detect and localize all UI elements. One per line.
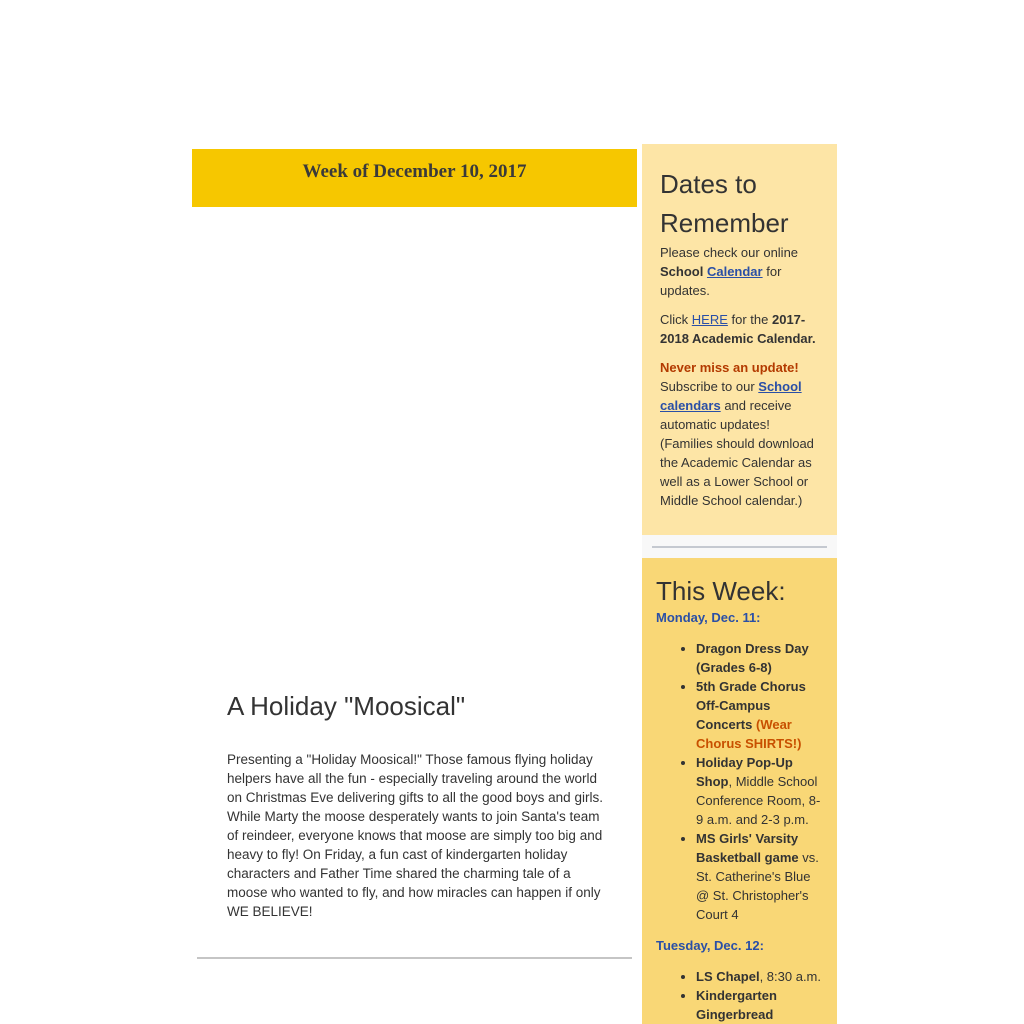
article	[227, 688, 607, 921]
event-item	[696, 753, 825, 829]
academic-calendar-label: 2017-2018 Academic Calendar.	[660, 312, 816, 346]
event-detail: , Middle School Conference Room, 8-9 a.m. and 2-3 p.m.	[696, 774, 821, 827]
event-detail: vs. St. Catherine's Blue @ St. Christopher's Court 4	[696, 850, 819, 922]
article-image-placeholder	[192, 207, 637, 677]
tuesday-events	[656, 967, 825, 1024]
tuesday-heading: Tuesday, Dec. 12:	[656, 938, 764, 953]
calendar-text-pre: Please check our online	[660, 245, 799, 260]
event-title: 5th Grade Chorus Off-Campus Concerts	[696, 679, 806, 732]
dates-heading: Dates to Remember	[660, 169, 789, 238]
for-the-text: for the	[727, 312, 772, 327]
event-item	[696, 639, 825, 677]
event-title: Dragon Dress Day (Grades 6-8)	[696, 641, 809, 675]
event-note: (Wear Chorus SHIRTS!)	[696, 717, 802, 751]
event-item	[696, 967, 825, 986]
week-banner	[192, 149, 637, 207]
subscribe-text-pre: Subscribe to our	[660, 379, 759, 394]
event-detail: , 8:30 a.m.	[759, 969, 821, 984]
article-body: Presenting a "Holiday Moosical!" Those famous flying holiday helpers have all the fun - especially traveling around the world on Christmas Eve delivering gifts to all the good boys and girls. While Marty the moose desperately wants to join Santa's team of reindeer, everyone knows that moose are simply too big and heavy to fly! On Friday, a fun cast of kindergarten holiday characters and Father Time shared the charming tale of a moose who wanted to fly, and how miracles can happen if only WE BELIEVE!	[227, 752, 603, 919]
never-miss-alert: Never miss an update!	[660, 360, 799, 375]
event-item	[696, 677, 825, 753]
subscribe-paragraph	[660, 358, 821, 510]
sidebar-divider-area	[642, 535, 837, 558]
dates-to-remember-panel	[642, 144, 837, 535]
event-title: MS Girls' Varsity Basketball game	[696, 831, 799, 865]
sidebar-divider	[652, 546, 827, 548]
this-week-panel	[642, 558, 837, 1024]
monday-events	[656, 639, 825, 924]
here-link[interactable]: HERE	[691, 312, 728, 327]
calendar-link[interactable]: Calendar	[706, 264, 763, 279]
calendar-paragraph	[660, 243, 821, 300]
event-title: Holiday Pop-Up Shop	[696, 755, 793, 789]
calendar-text-post: for updates.	[660, 264, 782, 298]
monday-heading: Monday, Dec. 11:	[656, 610, 761, 625]
left-divider	[197, 957, 632, 959]
click-text: Click	[660, 312, 692, 327]
this-week-heading: This Week:	[656, 576, 786, 606]
event-title: Kindergarten Gingerbread	[696, 988, 777, 1022]
event-item	[696, 986, 825, 1024]
school-calendars-link[interactable]: School calendars	[660, 379, 802, 413]
calendar-text-bold: School	[660, 264, 704, 279]
subscribe-text-post: and receive automatic updates! (Families should download the Academic Calendar as well as a Lower School or Middle School calendar.)	[660, 398, 814, 508]
week-title: Week of December 10, 2017	[302, 161, 527, 182]
article-title: A Holiday "Moosical"	[227, 691, 466, 721]
academic-calendar-paragraph	[660, 310, 821, 348]
event-title: LS Chapel	[696, 969, 760, 984]
event-item	[696, 829, 825, 924]
